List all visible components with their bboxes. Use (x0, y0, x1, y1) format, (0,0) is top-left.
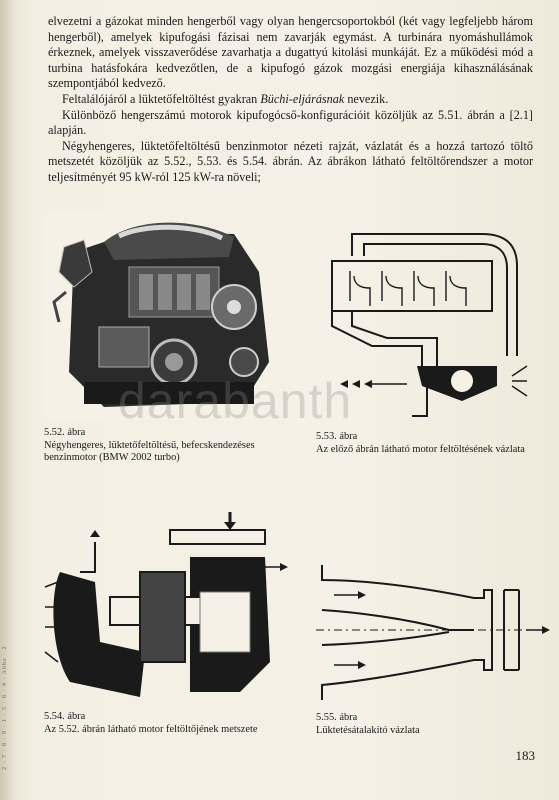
figure-5-54-section (40, 512, 290, 706)
figure-number: 5.55. ábra (316, 712, 358, 723)
figure-number: 5.53. ábra (316, 431, 358, 442)
figure-number: 5.54. ábra (44, 711, 86, 722)
watermark: darabanth (118, 373, 353, 429)
paragraph-2-post: nevezik. (344, 91, 389, 106)
marginal-handwriting: 2 · 7 · 8 · 9 · 1 · 5 · 6 · 4 · Abbe · 2 (2, 645, 8, 770)
paragraph-4: Négyhengeres, lüktetőfeltöltésű benzinmotor nézeti rajzát, vázlatát és a hozzá tartozó töltő metszetét közöljük az 5.52., 5.53. és 5.54. ábrán. Az ábrákon látható feltöltőrendszer a motor teljesítményét 95 kW-ról 125 kW-ra növeli; (48, 138, 533, 184)
body-text (48, 14, 533, 186)
figure-caption: Lüktetésátalakító vázlata (316, 724, 420, 736)
page-number: 183 (515, 748, 535, 763)
figure-caption: Az 5.52. ábrán látható motor feltöltőjének metszete (44, 723, 258, 735)
caption-5-52 (44, 427, 279, 465)
caption-5-55 (316, 712, 541, 737)
caption-5-54 (44, 711, 294, 736)
paragraph-1: elvezetni a gázokat minden hengerből vagy olyan hengercsoportokból (két vagy legfeljebb három hengerből), amelyek kipufogási fázisai nem zavarják egymást. A turbinára nyomáshullámok érkeznek, amelyek visszaverődése zavarhatja a dugattyú kitolási munkáját. Ez a működési mód a turbina hatásfokára kedvezőtlen, de a kipufogó gázok mozgási energiája kihasználásának szempontjából kedvező. (48, 14, 533, 91)
figure-caption: Az előző ábrán látható motor feltöltésének vázlata (316, 443, 525, 455)
caption-5-53 (316, 431, 541, 456)
figure-caption: Négyhengeres, lüktetőfeltöltésű, befecskendezéses benzinmotor (BMW 2002 turbo) (44, 439, 255, 464)
paragraph-2-pre: Feltalálójáról a lüktetőfeltöltést gyakran (62, 91, 261, 106)
figure-number: 5.52. ábra (44, 427, 86, 438)
figure-5-55-converter (314, 560, 550, 705)
buchi-term: Büchi-eljárásnak (260, 91, 345, 106)
paragraph-3: Különböző hengerszámú motorok kipufogócső-konfigurációit közöljük az 5.51. ábrán a [2.1] alapján. (48, 107, 533, 138)
paragraph-2 (48, 92, 533, 108)
